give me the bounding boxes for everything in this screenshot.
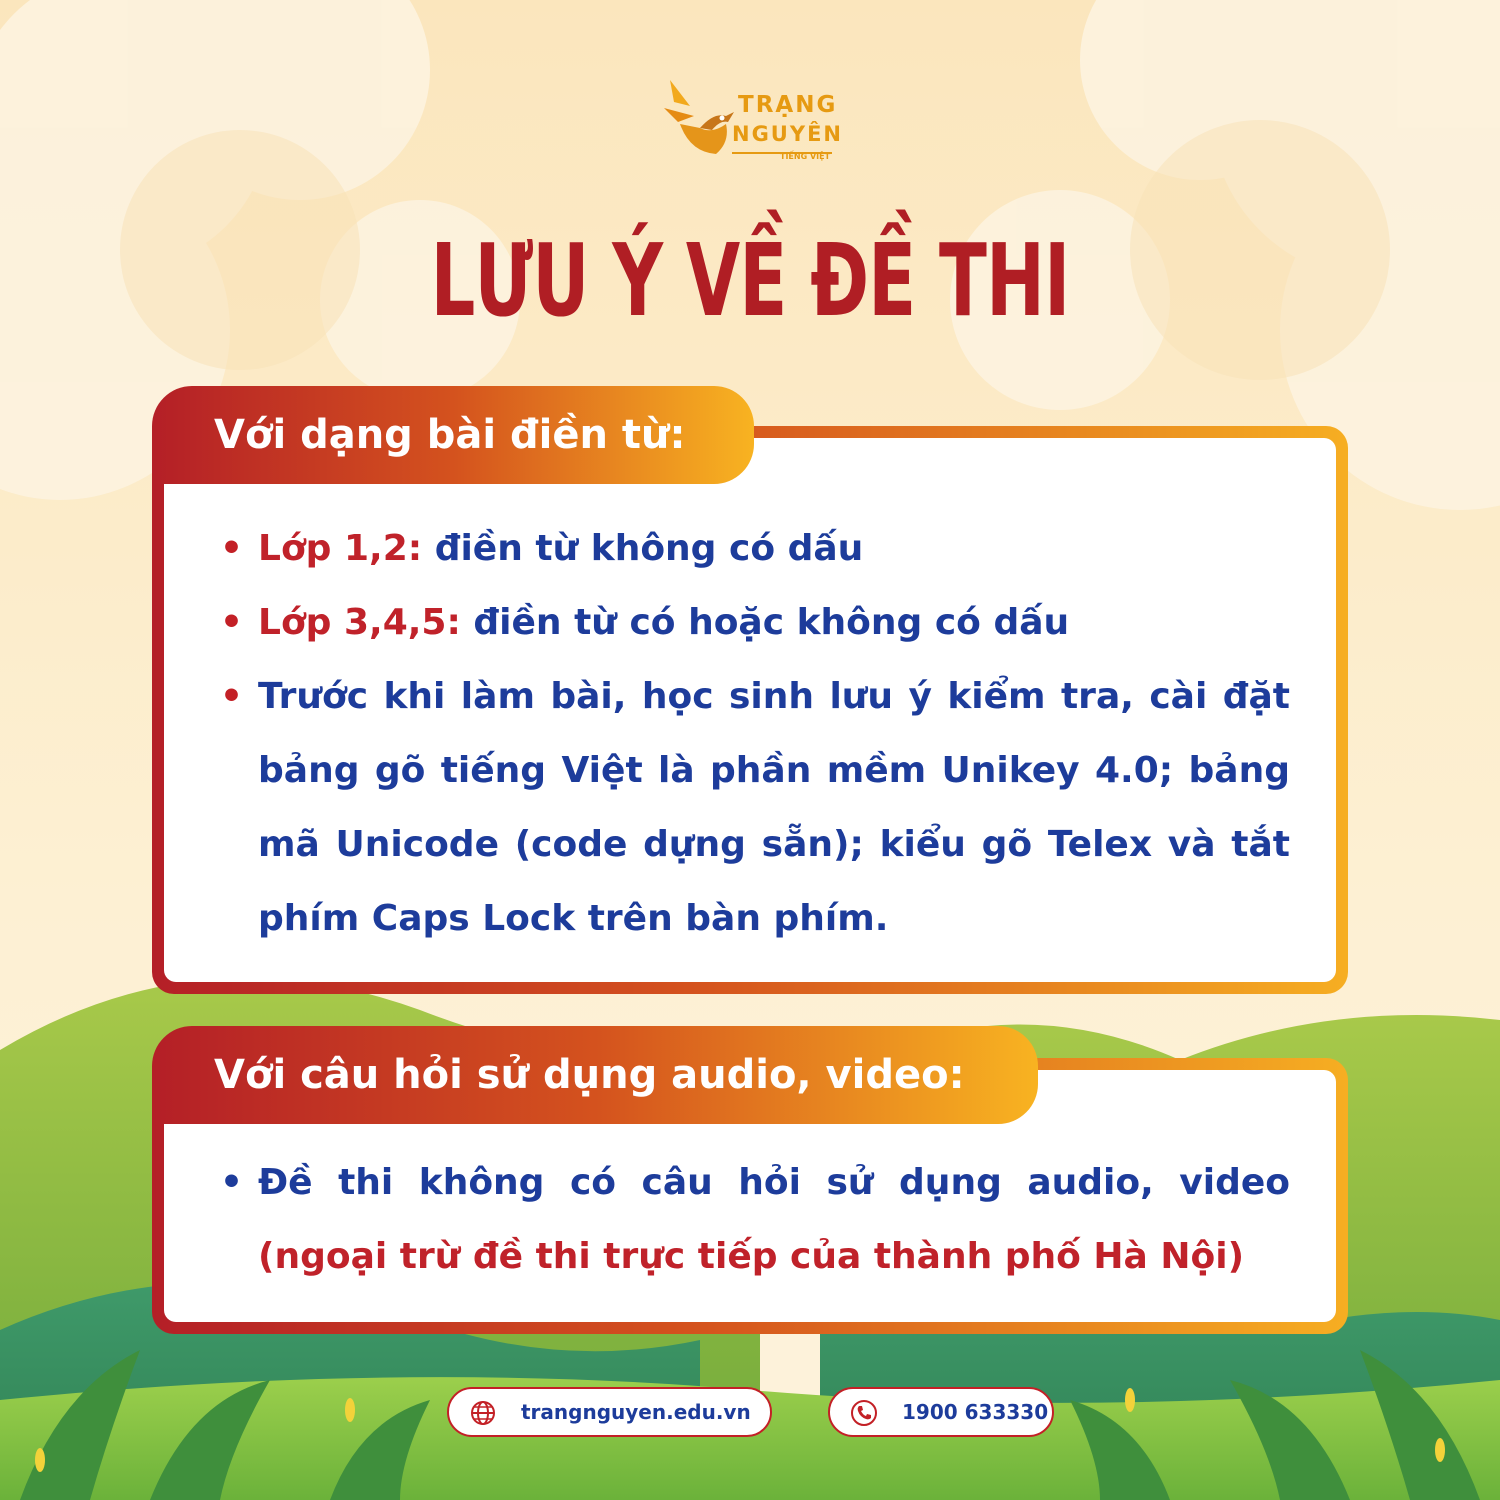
phone-text: 1900 633330 — [902, 1400, 1049, 1424]
website-text: trangnguyen.edu.vn — [521, 1400, 751, 1424]
page-title: LƯU Ý VỀ ĐỀ THI — [430, 222, 1070, 339]
grade-label: Lớp 1,2: — [258, 528, 423, 569]
logo-line-1: TRẠNG — [738, 92, 838, 118]
globe-icon — [469, 1399, 497, 1427]
phone-link[interactable] — [828, 1387, 1054, 1437]
rule-text: điền từ có hoặc không có dấu — [460, 602, 1070, 643]
logo-line-2: NGUYÊN — [732, 122, 843, 146]
fill-in-rules-list — [220, 512, 1290, 956]
rule-text: Trước khi làm bài, học sinh lưu ý kiểm tra, cài đặt bảng gõ tiếng Việt là phần mềm Unikey 4.0; bảng mã Unicode (code dựng sẵn); kiểu gõ Telex và tắt phím Caps Lock trên bàn phím. — [258, 676, 1290, 939]
phone-icon — [850, 1399, 878, 1427]
bird-logo-icon — [660, 72, 738, 164]
bullet-dot: • — [220, 1162, 244, 1203]
bullet-dot: • — [220, 602, 244, 643]
list-item — [220, 512, 1290, 586]
grade-label: Lớp 3,4,5: — [258, 602, 461, 643]
fill-in-section-heading: Với dạng bài điền từ: — [152, 386, 754, 484]
list-item — [220, 1146, 1290, 1294]
audio-video-rules-list — [220, 1146, 1290, 1294]
bullet-dot: • — [220, 676, 244, 717]
audio-video-section-heading: Với câu hỏi sử dụng audio, video: — [152, 1026, 1038, 1124]
rule-text: điền từ không có dấu — [422, 528, 864, 569]
list-item — [220, 660, 1290, 956]
rule-note: (ngoại trừ đề thi trực tiếp của thành phố Hà Nội) — [258, 1236, 1245, 1277]
list-item — [220, 586, 1290, 660]
website-link[interactable] — [447, 1387, 772, 1437]
brand-logo — [660, 72, 850, 172]
bullet-dot: • — [220, 528, 244, 569]
logo-line-3: TIẾNG VIỆT — [780, 152, 831, 161]
rule-text: Đề thi không có câu hỏi sử dụng audio, video — [258, 1162, 1290, 1203]
